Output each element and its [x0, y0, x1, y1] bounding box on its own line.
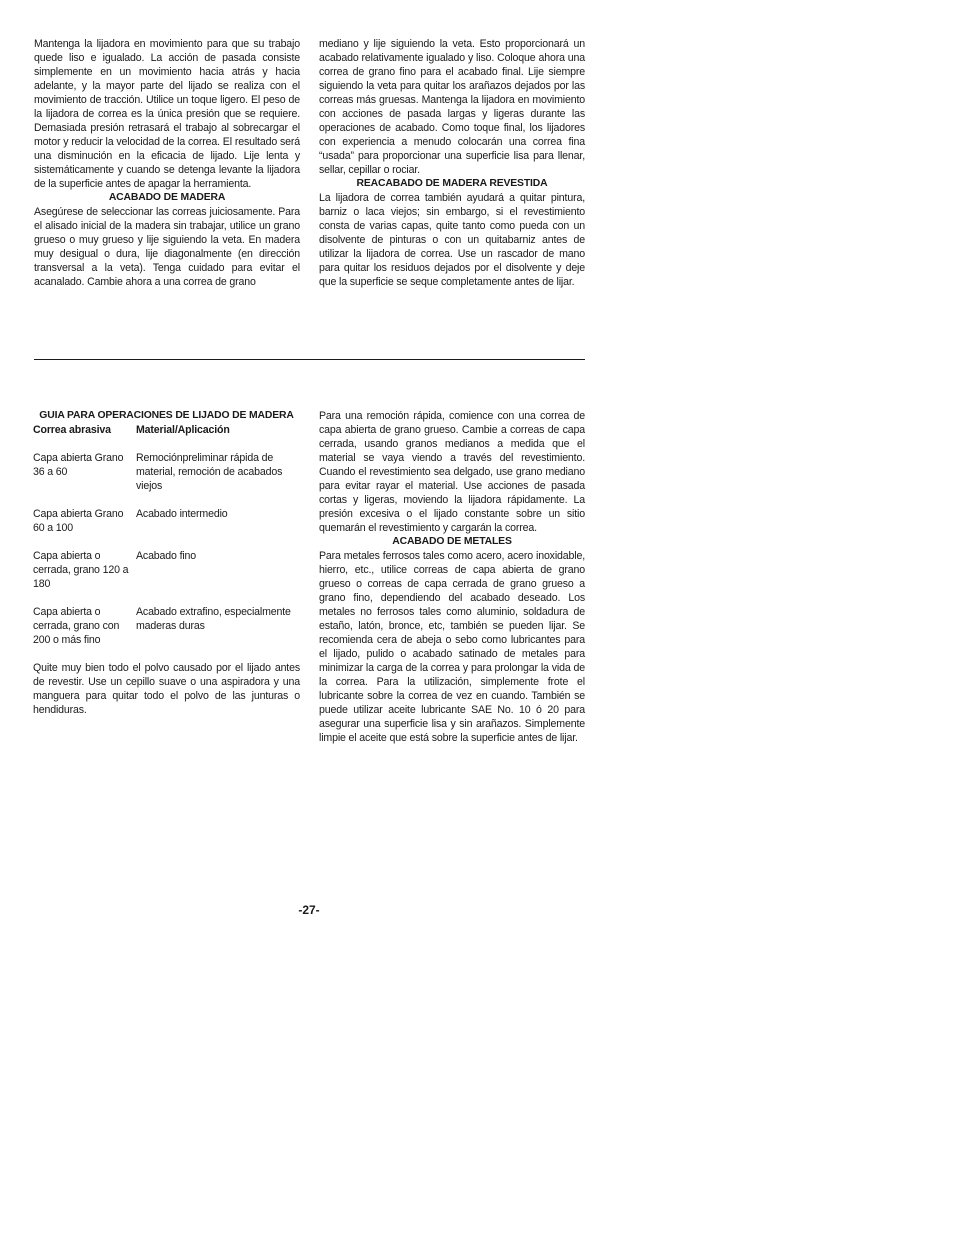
sanding-guide-title: GUIA PARA OPERACIONES DE LIJADO DE MADERA — [39, 410, 294, 421]
use-cell: Acabado intermedio — [136, 508, 228, 520]
table-row — [33, 549, 300, 605]
table-row — [33, 605, 300, 661]
belt-cell: Capa abierta o cerrada, grano 120 a 180 — [33, 550, 129, 590]
metal-finishing-heading: ACABADO DE METALES — [392, 536, 512, 547]
bottom-left-column — [33, 409, 300, 717]
top-right-column — [319, 37, 585, 289]
table-row — [33, 507, 300, 549]
table-header-row — [33, 423, 300, 451]
belt-column-header: Correa abrasiva — [33, 424, 111, 436]
table-row — [33, 451, 300, 507]
wood-finishing-heading: ACABADO DE MADERA — [108, 192, 226, 203]
wood-finishing-paragraph: Asegúrese de seleccionar las correas juiciosamente. Para el alisado inicial de la madera sin trabajar, utilice un grano grueso o muy grueso y lije siguiendo la veta. En madera muy desigual o dura, lije diagonalmente (en dirección transversal a la veta). Tenga cuidado para evitar el acanalado. Cambie ahora a una correa de grano — [34, 206, 300, 288]
page-number: -27- — [298, 903, 320, 917]
top-left-column — [34, 37, 300, 289]
belt-cell: Capa abierta Grano 60 a 100 — [33, 508, 124, 534]
refinishing-coated-wood-paragraph: La lijadora de correa también ayudará a quitar pintura, barniz o laca viejos; sin embargo, si el revestimiento consta de varias capas, quite tanto como pueda con un disolvente de pinturas o con un quitabarniz antes de utilizar la lijadora de correa. Use un rascador de mano para quitar los residuos dejados por el disolvente y deje que la superficie se seque completamente antes de lijar. — [319, 192, 585, 288]
bottom-right-column — [319, 409, 585, 745]
sanding-technique-paragraph: Mantenga la lijadora en movimiento para que su trabajo quede liso e igualado. La acción de pasada consiste simplemente en un movimiento hacia atrás y hacia adelante, y la mayor parte del lijado se realiza con el movimiento de tracción. Utilice un toque ligero. El peso de la lijadora de correa es la única presión que se requiere. Demasiada presión retrasará el trabajo al sobrecargar el motor y reducir la velocidad de la correa. El resultado será una disminución en la eficacia de lijado. Lije lenta y sistemáticamente y cuando se detenga levante la lijadora de la superficie antes de apagar la herramienta. — [34, 38, 300, 190]
use-cell: Acabado fino — [136, 550, 197, 562]
use-cell: Acabado extrafino, especialmente maderas duras — [136, 606, 291, 632]
belt-cell: Capa abierta Grano 36 a 60 — [33, 452, 124, 478]
sanding-guide-table — [33, 423, 300, 661]
refinishing-coated-wood-heading: REACABADO DE MADERA REVESTIDA — [356, 178, 548, 189]
use-cell: Remociónpreliminar rápida de material, remoción de acabados viejos — [136, 452, 283, 492]
use-column-header: Material/Aplicación — [136, 424, 230, 436]
section-divider — [34, 359, 585, 360]
rapid-removal-paragraph: Para una remoción rápida, comience con una correa de capa abierta de grano grueso. Cambie a correas de capa cerrada, usando granos medianos a medida que el material se vaya viendo a través del revestimiento. Cuando el revestimiento sea delgado, use grano mediano para evitar rayar el material. Use acciones de pasada cortas y ligeras, moviendo la lijadora rápidamente. La presión excesiva o el lijado constante sobre un sitio quemarán el revestimiento y cargarán la correa. — [319, 410, 585, 534]
dust-removal-paragraph: Quite muy bien todo el polvo causado por el lijado antes de revestir. Use un cepillo suave o una aspiradora y una manguera para quitar todo el polvo de las junturas o hendiduras. — [33, 662, 300, 716]
belt-cell: Capa abierta o cerrada, grano con 200 o más fino — [33, 606, 120, 646]
metal-finishing-paragraph: Para metales ferrosos tales como acero, acero inoxidable, hierro, etc., utilice correas de capa abierta de grano grueso o correas de capa cerrada de grano grueso a grano fino, dependiendo del acabado deseado. Los metales no ferrosos tales como aluminio, soldadura de estaño, latón, bronce, etc, también se pueden lijar. Se recomienda cera de abeja o sebo como lubricantes para el lijado, pulido o acabado satinado de metales para minimizar la carga de la correa y para prolongar la vida de la correa. Para la utilización, simplemente frote el lubricante sobre la correa de vez en cuando. También se puede utilizar aceite lubricante SAE No. 10 ó 20 para asegurar una superficie lisa y sin arañazos. Simplemente limpie el aceite que está sobre la superficie antes de lijar. — [319, 550, 585, 744]
wood-finishing-continued-paragraph: mediano y lije siguiendo la veta. Esto proporcionará un acabado relativamente igualado y liso. Coloque ahora una correa de grano fino para el acabado final. Lije siempre siguiendo la veta para quitar los arañazos dejados por las correas más gruesas. Mantenga la lijadora en movimiento con acciones de pasada largas y ligeras durante las operaciones de acabado. Como toque final, los lijadores con experiencia a menudo colocarán una correa fina “usada” para proporcionar una superficie lisa para llenar, sellar, cepillar o rociar. — [319, 38, 585, 176]
